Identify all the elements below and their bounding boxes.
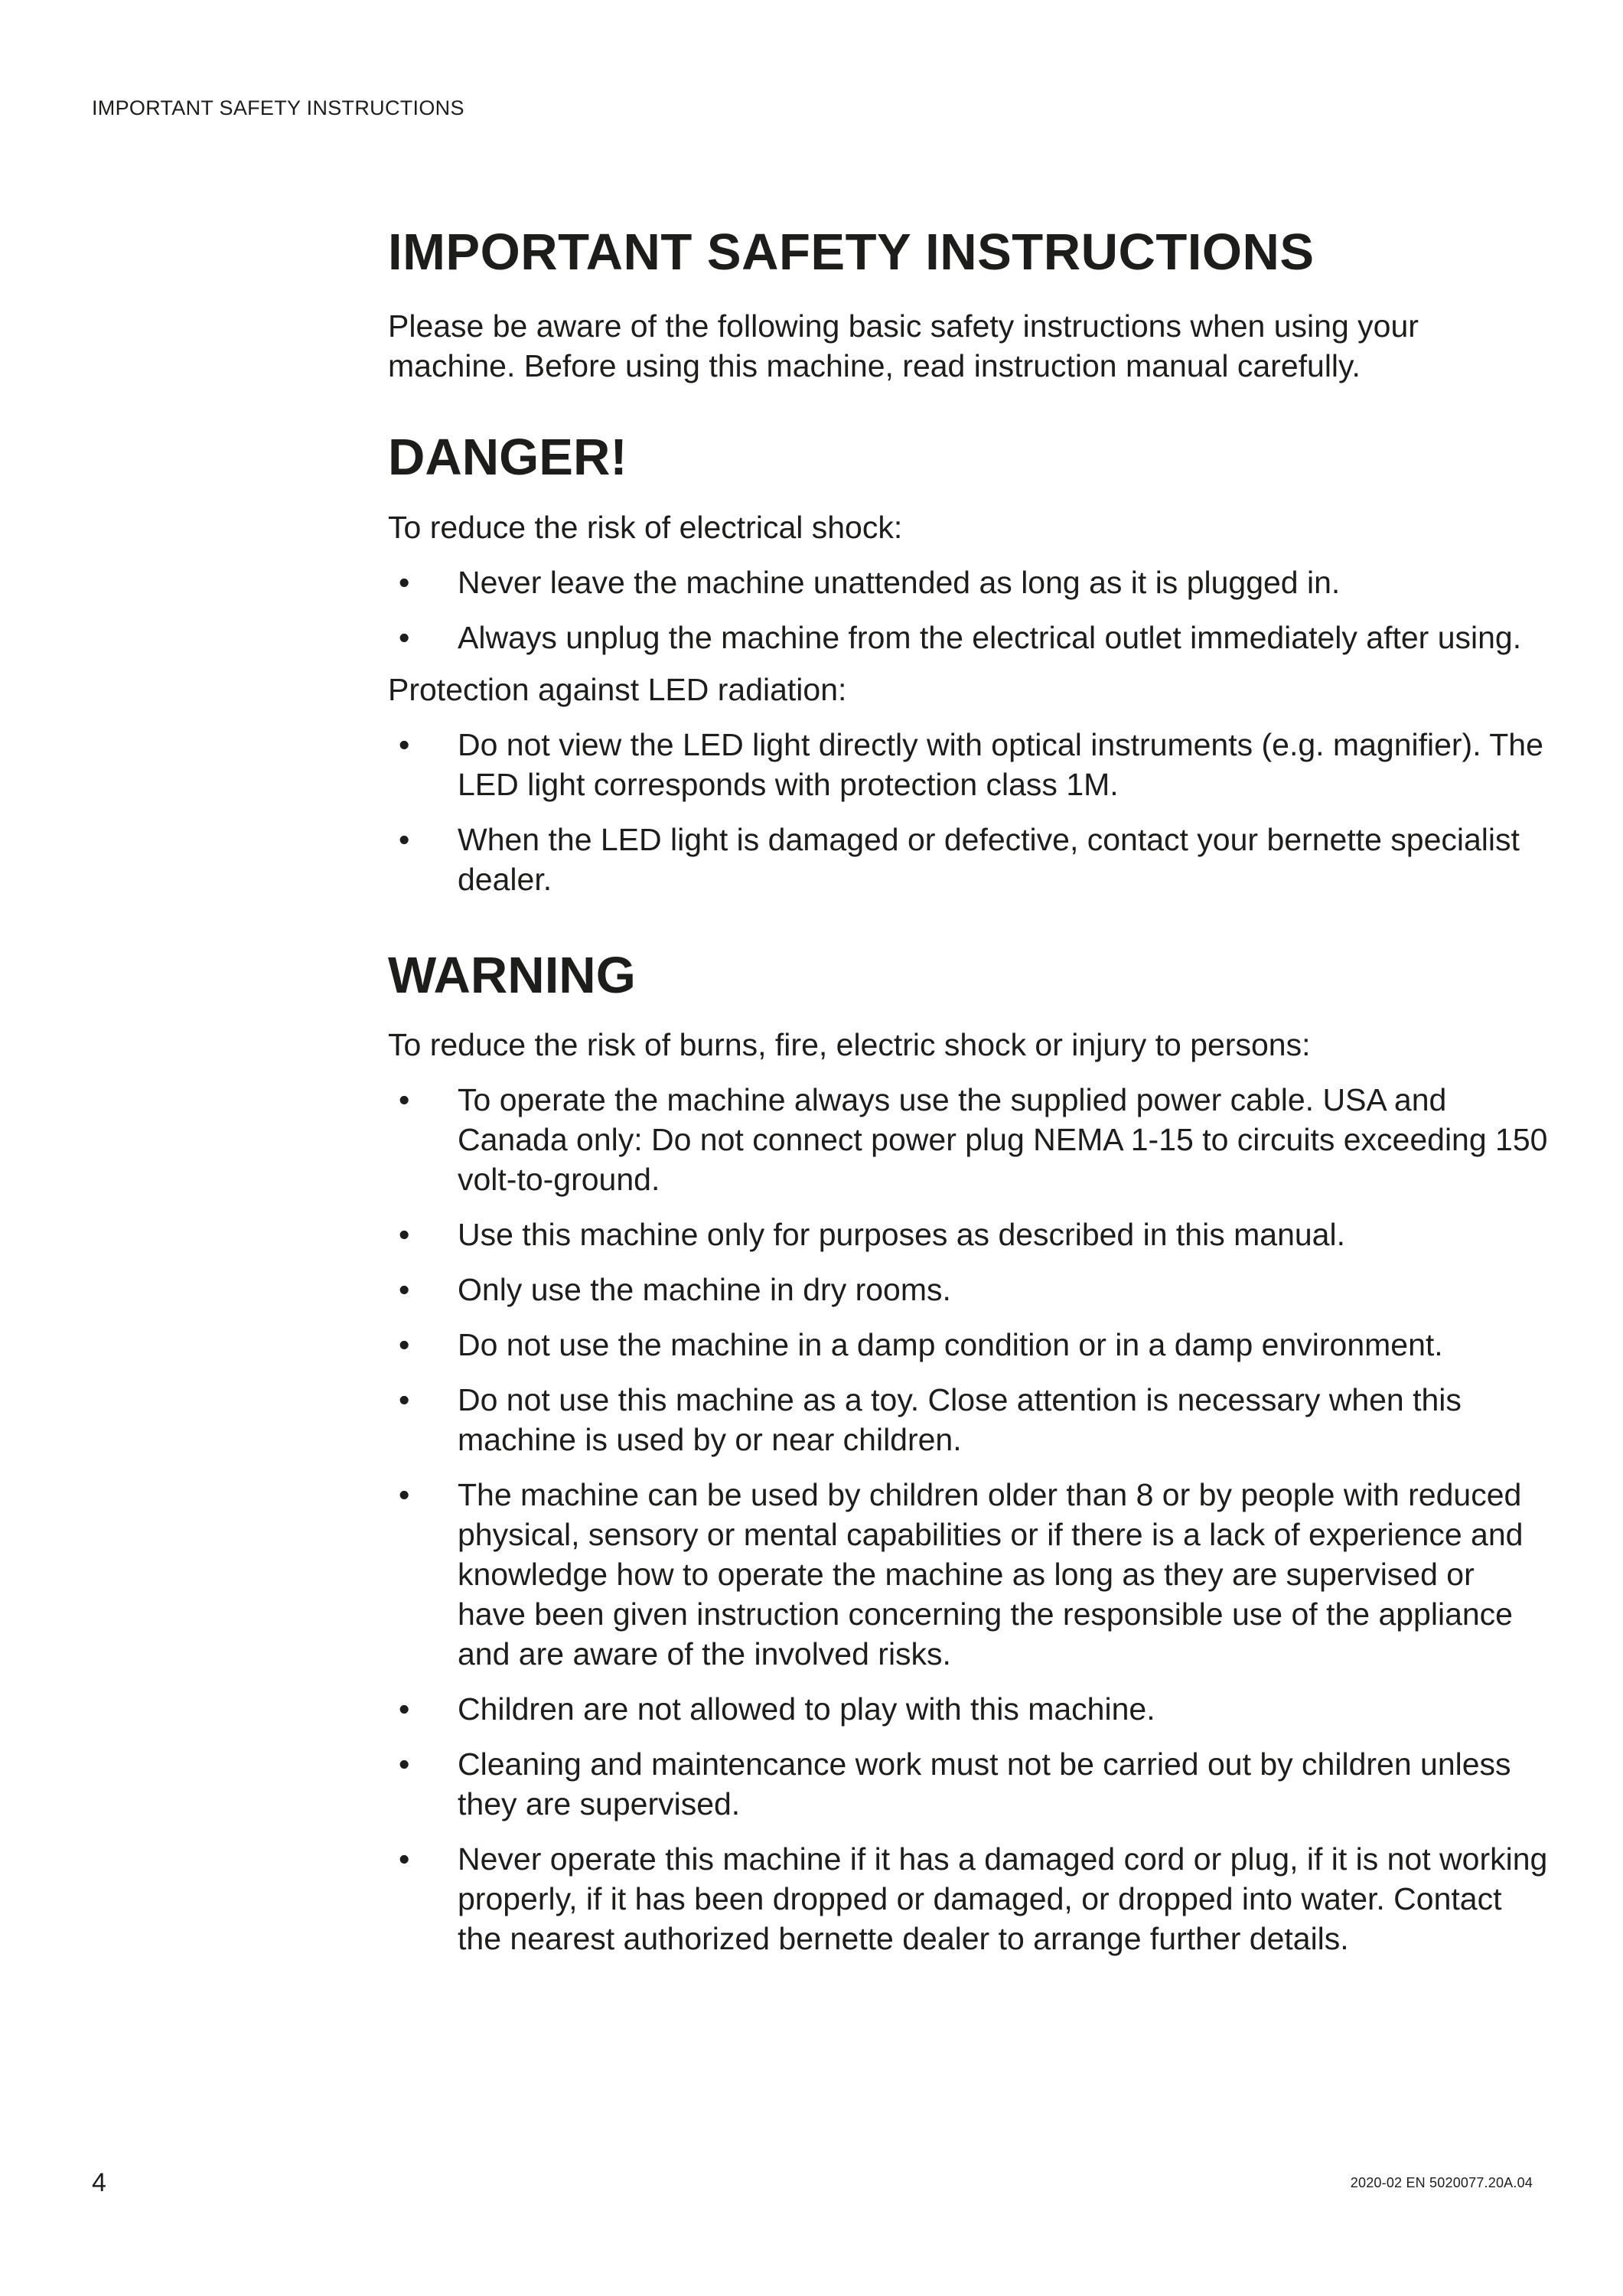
running-header: IMPORTANT SAFETY INSTRUCTIONS: [92, 96, 464, 119]
list-item-text: To operate the machine always use the supplied power cable. USA and Canada only: Do not connect power plug NEMA 1-15 to circuits exceeding 150 volt-to-ground.: [458, 1082, 1548, 1198]
bullet-icon: •: [399, 1327, 410, 1363]
danger-led-list: [388, 725, 1551, 899]
bullet-icon: •: [399, 1746, 410, 1782]
bullet-icon: •: [399, 821, 410, 857]
list-item: [388, 1215, 1551, 1254]
main-content: [388, 222, 1551, 1958]
list-item: [388, 1689, 1551, 1729]
danger-electrical-list: [388, 563, 1551, 657]
list-item-text: When the LED light is damaged or defective, contact your bernette specialist dealer.: [458, 821, 1520, 897]
danger-lead-led: Protection against LED radiation:: [388, 671, 847, 707]
danger-heading: DANGER!: [388, 429, 627, 487]
list-item-text: Do not use the machine in a damp condition or in a damp environment.: [458, 1327, 1443, 1363]
list-item: [388, 1270, 1551, 1309]
list-item-text: Never leave the machine unattended as long as it is plugged in.: [458, 564, 1341, 600]
list-item: [388, 1380, 1551, 1459]
page-title: IMPORTANT SAFETY INSTRUCTIONS: [388, 223, 1315, 281]
list-item-text: Do not use this machine as a toy. Close attention is necessary when this machine is used by or near children.: [458, 1382, 1462, 1458]
intro-paragraph: Please be aware of the following basic safety instructions when using your machine. Before using this machine, read instruction manual carefully.: [388, 308, 1419, 384]
list-item-text: The machine can be used by children older than 8 or by people with reduced physical, sensory or mental capabilities or if there is a lack of experience and knowledge how to operate the machine as long as they are supervised or have been given instruction concerning the responsible use of the appliance and are aware of the involved risks.: [458, 1477, 1524, 1672]
bullet-icon: •: [399, 726, 410, 762]
list-item: [388, 618, 1551, 657]
list-item: [388, 563, 1551, 602]
bullet-icon: •: [399, 619, 410, 655]
bullet-icon: •: [399, 1691, 410, 1727]
list-item-text: Do not view the LED light directly with optical instruments (e.g. magnifier). The LED light corresponds with protection class 1M.: [458, 726, 1543, 802]
list-item-text: Use this machine only for purposes as described in this manual.: [458, 1217, 1345, 1253]
warning-list: [388, 1080, 1551, 1958]
bullet-icon: •: [399, 1082, 410, 1118]
list-item-text: Only use the machine in dry rooms.: [458, 1272, 951, 1308]
list-item: [388, 1839, 1551, 1958]
warning-lead: To reduce the risk of burns, fire, electric shock or injury to persons:: [388, 1027, 1311, 1063]
bullet-icon: •: [399, 1272, 410, 1308]
list-item-text: Always unplug the machine from the electrical outlet immediately after using.: [458, 619, 1522, 655]
warning-heading: WARNING: [388, 946, 636, 1004]
bullet-icon: •: [399, 1217, 410, 1253]
bullet-icon: •: [399, 1477, 410, 1513]
list-item-text: Cleaning and maintencance work must not be carried out by children unless they are supervised.: [458, 1746, 1511, 1822]
page-number: 4: [92, 2168, 106, 2197]
bullet-icon: •: [399, 1841, 410, 1877]
bullet-icon: •: [399, 564, 410, 600]
list-item-text: Children are not allowed to play with this machine.: [458, 1691, 1155, 1727]
document-code: 2020-02 EN 5020077.20A.04: [1350, 2175, 1533, 2190]
list-item: [388, 725, 1551, 804]
list-item: [388, 820, 1551, 899]
bullet-icon: •: [399, 1382, 410, 1418]
list-item: [388, 1744, 1551, 1824]
list-item: [388, 1325, 1551, 1365]
list-item-text: Never operate this machine if it has a damaged cord or plug, if it is not working properly, if it has been dropped or damaged, or dropped into water. Contact the nearest authorized bernette dealer to arrange further details.: [458, 1841, 1548, 1957]
list-item: [388, 1080, 1551, 1199]
danger-lead-electrical: To reduce the risk of electrical shock:: [388, 509, 903, 545]
list-item: [388, 1475, 1551, 1674]
